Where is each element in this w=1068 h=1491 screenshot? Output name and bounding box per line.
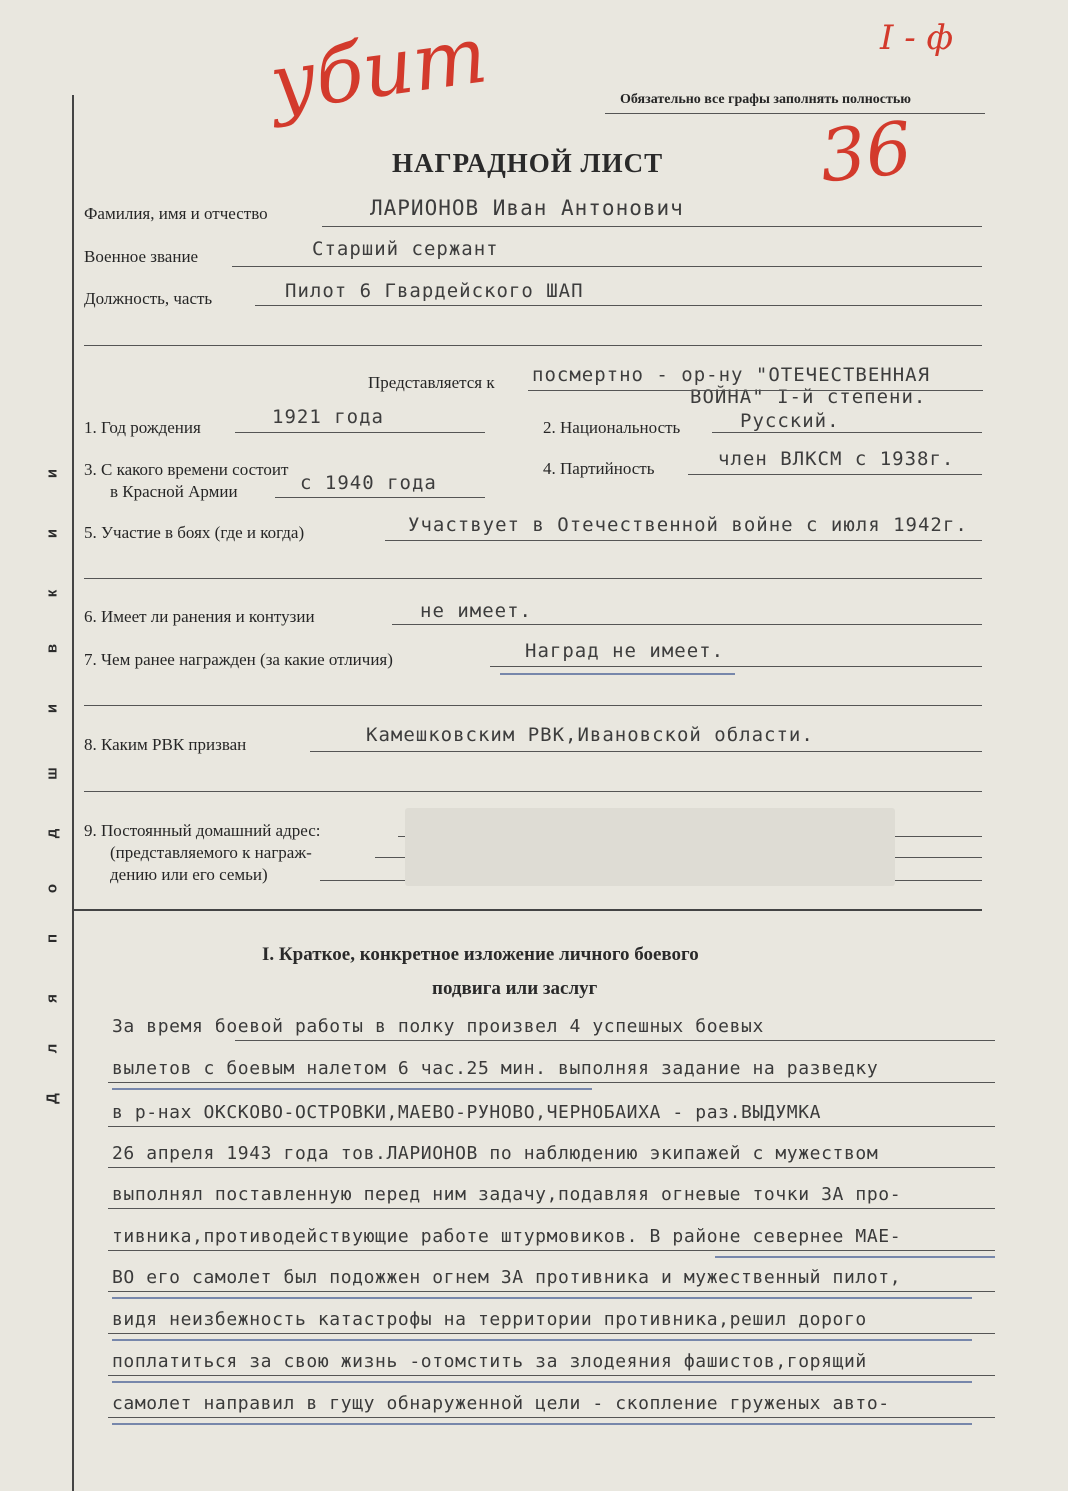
address-label-1: 9. Постоянный домашний адрес: [84,821,321,840]
handwritten-number: 36 [815,105,916,199]
battles-rule-2 [84,578,982,579]
birth-rule [235,432,485,433]
battles-label: 5. Участие в боях (где и когда) [84,523,305,542]
narrative-rule [108,1333,995,1334]
narrative-line: видя неизбежность катастрофы на территории противника,решил дорого [112,1309,867,1330]
army-since-rule [275,497,485,498]
side-letter: п [43,933,61,944]
narrative-line: тивника,противодействующие работе штурмовиков. В районе севернее МАЕ- [112,1226,902,1247]
narrative-rule [108,1208,995,1209]
presented-value-2: ВОЙНА" I-й степени. [690,386,927,408]
side-letter: о [43,883,61,894]
party-label: 4. Партийность [543,459,655,478]
narrative-rule [108,1167,995,1168]
narrative-line: в р-нах ОКСКОВО-ОСТРОВКИ,МАЕВО-РУНОВО,ЧЕРНОБАИХА - раз.ВЫДУМКА [112,1102,822,1123]
narrative-blue-underline [112,1381,972,1383]
narrative-line: вылетов с боевым налетом 6 час.25 мин. выполняя задание на разведку [112,1058,879,1079]
rvk-value: Камешковским РВК,Ивановской области. [366,724,814,746]
nationality-label: 2. Национальность [543,418,681,437]
notice-underline [605,113,985,114]
fill-notice: Обязательно все графы заполнять полностью [620,92,911,107]
address-label-2: (представляемого к награж- [110,843,312,862]
narrative-blue-underline [112,1339,972,1341]
party-value: член ВЛКСМ с 1938г. [718,448,955,470]
army-since-value: с 1940 года [300,472,437,494]
narrative-line: За время боевой работы в полку произвел 4 успешных боевых [112,1016,764,1037]
side-letter: и [43,468,61,479]
narrative-rule [108,1291,995,1292]
narrative-rule [108,1126,995,1127]
side-letter: и [43,703,61,714]
narrative-line: 26 апреля 1943 года тов.ЛАРИОНОВ по наблюдению экипажей с мужеством [112,1143,879,1164]
awards-value: Наград не имеет. [525,640,725,662]
nationality-value: Русский. [740,410,840,432]
side-letter: к [43,589,61,598]
birth-label: 1. Год рождения [84,418,201,437]
party-rule [688,474,982,475]
rank-label: Военное звание [84,247,199,266]
narrative-rule [108,1417,995,1418]
narrative-rule [235,1040,995,1041]
handwritten-killed-note: убит [264,10,493,130]
rank-value: Старший сержант [312,238,499,260]
wounds-rule [392,624,982,625]
presented-value-1: посмертно - ор-ну "ОТЕЧЕСТВЕННАЯ [532,364,931,386]
page-title: НАГРАДНОЙ ЛИСТ [392,148,664,178]
section-divider [72,909,982,911]
birth-value: 1921 года [272,406,384,428]
wounds-label: 6. Имеет ли ранения и контузии [84,607,315,626]
awards-blue-underline [500,673,735,675]
handwritten-corner-mark: I - ф [880,18,954,58]
awards-rule-2 [84,705,982,706]
side-letter: Д [43,1093,61,1104]
narrative-rule [108,1082,995,1083]
side-letter: д [43,828,61,839]
awards-rule [490,666,982,667]
narrative-line: самолет направил в гущу обнаруженной цели - скопление груженых авто- [112,1393,890,1414]
wounds-value: не имеет. [420,600,532,622]
awards-label: 7. Чем ранее награжден (за какие отличия) [84,650,393,669]
position-value: Пилот 6 Гвардейского ШАП [285,280,584,302]
rvk-rule-2 [84,791,982,792]
narrative-line: выполнял поставленную перед ним задачу,подавляя огневые точки ЗА про- [112,1184,902,1205]
narrative-rule [108,1250,995,1251]
battles-rule [385,540,982,541]
battles-value: Участвует в Отечественной войне с июля 1942г. [408,514,968,536]
name-rule [322,226,982,227]
rank-rule [232,266,982,267]
rvk-rule [310,751,982,752]
section-heading-2: подвига или заслуг [432,978,598,999]
position-rule [255,305,982,306]
narrative-blue-underline [112,1423,972,1425]
narrative-blue-underline [715,1256,995,1258]
presented-label: Представляется к [368,373,495,392]
name-label: Фамилия, имя и отчество [84,204,268,223]
position-rule-2 [84,345,982,346]
side-letter: л [43,1043,61,1054]
narrative-rule [108,1375,995,1376]
margin-line [72,95,74,1491]
army-since-label-1: 3. С какого времени состоит [84,460,289,479]
narrative-line: поплатиться за свою жизнь -отомстить за злодеяния фашистов,горящий [112,1351,867,1372]
narrative-blue-underline [112,1297,972,1299]
narrative-blue-underline [112,1088,592,1090]
section-heading-1: I. Краткое, конкретное изложение личного боевого [262,944,699,965]
side-letter: ш [43,767,61,780]
name-value: ЛАРИОНОВ Иван Антонович [370,196,684,220]
nationality-rule [712,432,982,433]
side-letter: в [43,643,61,654]
address-label-3: дению или его семьи) [110,865,268,884]
position-label: Должность, часть [84,289,213,308]
rvk-label: 8. Каким РВК призван [84,735,247,754]
side-letter: я [43,994,61,1003]
side-letter: и [43,528,61,539]
presented-rule [528,390,983,391]
redacted-address [405,808,895,886]
army-since-label-2: в Красной Армии [110,482,238,501]
narrative-line: ВО его самолет был подожжен огнем ЗА противника и мужественный пилот, [112,1267,902,1288]
